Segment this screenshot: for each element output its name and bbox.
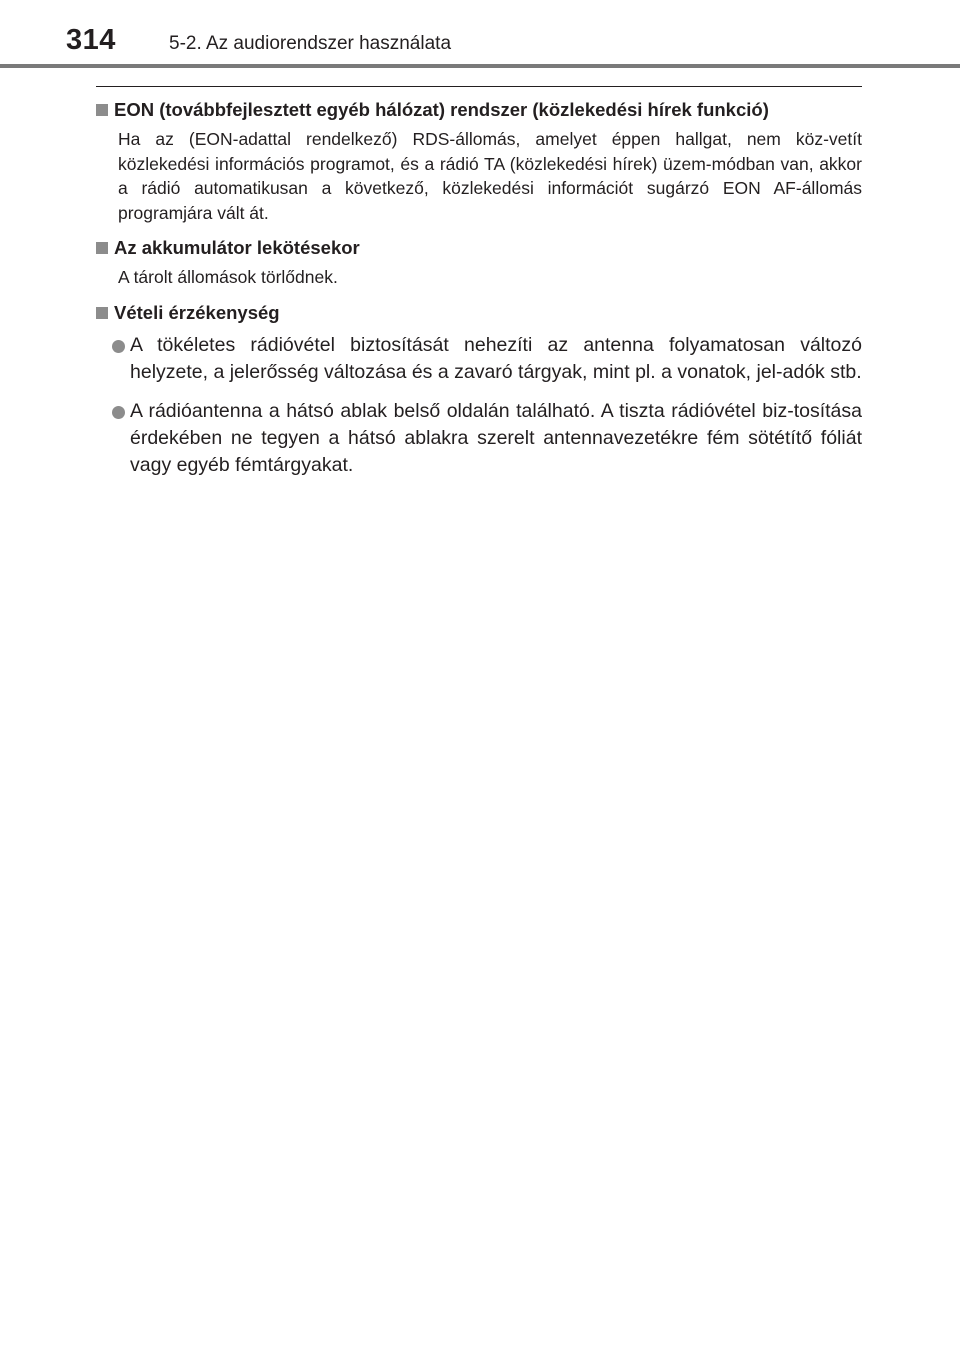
circle-bullet-icon xyxy=(112,406,125,419)
section-heading-text: Az akkumulátor lekötésekor xyxy=(114,237,360,258)
section-heading-text: EON (továbbfejlesztett egyéb hálózat) rendszer (közlekedési hírek funkció) xyxy=(114,99,769,120)
square-bullet-icon xyxy=(96,104,108,116)
list-item xyxy=(112,332,862,386)
section-eon xyxy=(96,97,862,225)
bullet-list xyxy=(112,332,862,479)
header-rule xyxy=(0,64,960,68)
chapter-title: 5-2. Az audiorendszer használata xyxy=(169,33,452,54)
section-divider xyxy=(96,86,862,87)
section-battery xyxy=(96,235,862,290)
section-heading xyxy=(96,300,862,326)
section-body: A tárolt állomások törlődnek. xyxy=(118,267,338,287)
section-reception xyxy=(96,300,862,479)
section-body: Ha az (EON-adattal rendelkező) RDS-állomás, amelyet éppen hallgat, nem köz-vetít közlekedési információs programot, és a rádió TA (közlekedési hírek) üzem-módban van, akkor a rádió automatikusan a következő, közlekedési információt sugárzó EON AF-állomás programjára vált át. xyxy=(118,129,862,223)
square-bullet-icon xyxy=(96,242,108,254)
circle-bullet-icon xyxy=(112,340,125,353)
section-heading xyxy=(96,97,862,123)
section-heading xyxy=(96,235,862,261)
list-item xyxy=(112,398,862,479)
list-item-text: A tökéletes rádióvétel biztosítását nehezíti az antenna folyamatosan változó helyzete, a jelerősség változása és a zavaró tárgyak, mint pl. a vonatok, jel-adók stb. xyxy=(130,333,862,383)
square-bullet-icon xyxy=(96,307,108,319)
page-number: 314 xyxy=(66,24,116,56)
page-content xyxy=(96,86,862,491)
section-heading-text: Vételi érzékenység xyxy=(114,301,280,323)
list-item-text: A rádióantenna a hátsó ablak belső oldalán található. A tiszta rádióvétel biz-tosítása érdekében ne tegyen a hátsó ablakra szerelt antennavezetékre fém sötétítő fóliát vagy egyéb fémtárgyakat. xyxy=(130,399,862,476)
